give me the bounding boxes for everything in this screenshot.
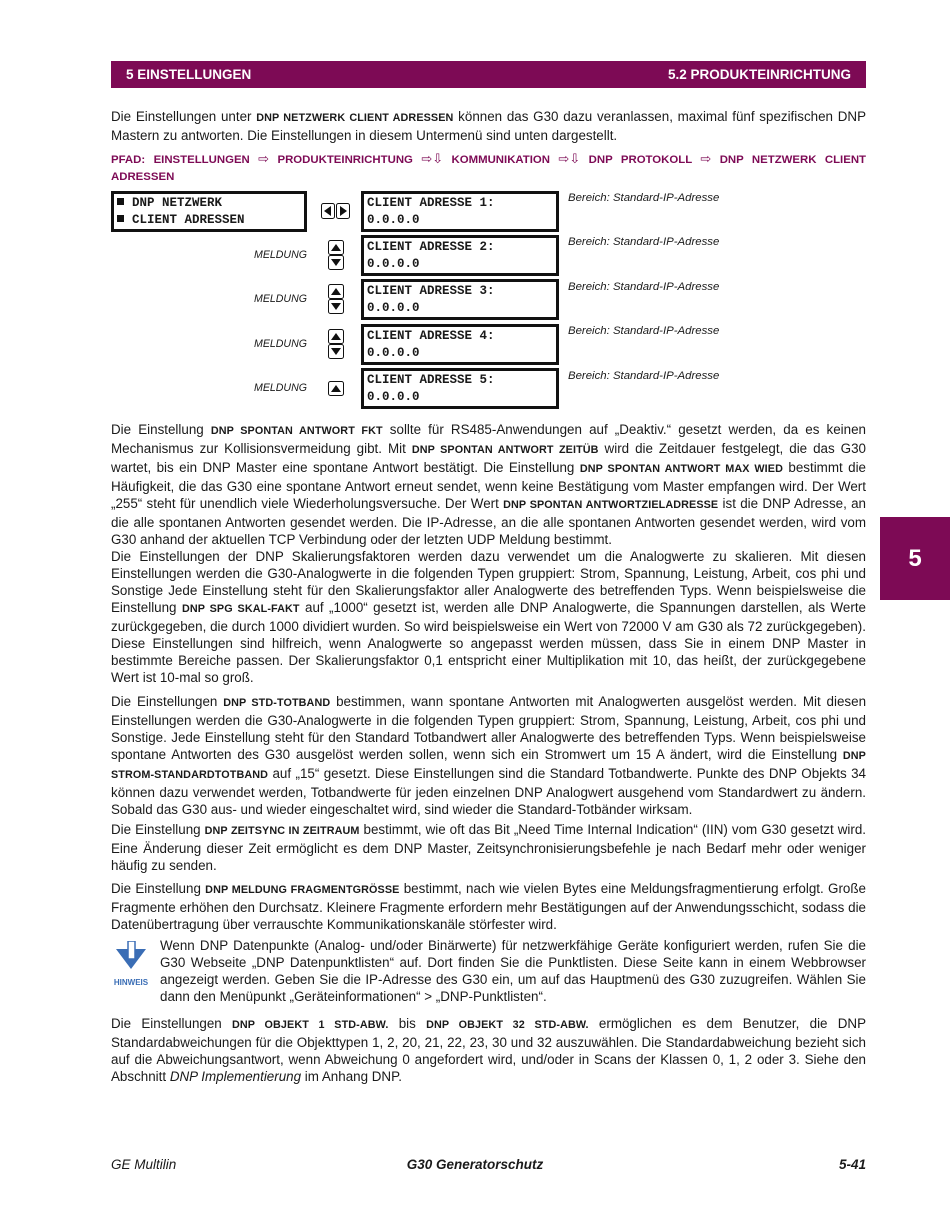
paragraph-zeitsync: Die Einstellung DNP ZEITSYNC IN ZEITRAUM bestimmt, wie oft das Bit „Need Time Internal Indication“ (IIN) vom G30 gesetzt wird. Eine Änderung dieser Zeit ermöglicht es dem DNP Master, Zeitsynchronisierungsbefehle je nach Bedarf mehr oder weniger häufig zu senden. — [111, 822, 866, 873]
meldung-label: MELDUNG — [254, 382, 307, 394]
arrow-right-icon: ⇨ — [700, 151, 712, 166]
paragraph-spontan-antwort: Die Einstellung DNP SPONTAN ANTWORT FKT sollte für RS485-Anwendungen auf „Deaktiv.“ gesetzt werden, da es keinen Mechanismus zur Kollisionsvermeidung gibt. Mit DNP SPONTAN ANTWORT ZEITÜB wird die Zeitdauer festgelegt, die das G30 wartet, bis ein DNP Master eine spontane Antwort bestätigt. Die Einstellung DNP SPONTAN ANTWORT MAX WIED bestimmt die Häufigkeit, die das G30 eine spontane Antwort erneut sendet, wenn keine Bestätigung vom Master empfangen wird. Der Wert „255“ steht für unendlich viele Wiederholungsversuche. Der Wert DNP SPONTAN ANTWORTZIELADRESSE ist die DNP Adresse, an die alle spontanen Antworten gesendet werden. Die IP-Adresse, an die alle spontanen Antworten gesendet werden, wird vom G30 anhand der aktuellen TCP Verbindung oder der letzten UDP Meldung bestimmt. — [111, 422, 866, 547]
up-arrow-icon[interactable] — [328, 381, 344, 396]
left-right-arrows-icon[interactable] — [321, 203, 350, 219]
up-down-arrows-icon[interactable] — [328, 284, 344, 314]
path-label: PFAD: EINSTELLUNGEN — [111, 154, 250, 166]
meldung-label: MELDUNG — [254, 249, 307, 261]
footer-company: GE Multilin — [111, 1157, 177, 1172]
client-address-5-display: CLIENT ADRESSE 5: 0.0.0.0 — [361, 368, 559, 409]
arrow-right-icon: ⇨ — [258, 151, 270, 166]
menu-header-display: DNP NETZWERK CLIENT ADRESSEN — [111, 191, 307, 232]
section-header-bar — [111, 61, 866, 88]
client-address-1-display: CLIENT ADRESSE 1: 0.0.0.0 — [361, 191, 559, 232]
meldung-label: MELDUNG — [254, 338, 307, 350]
paragraph-fragmentgroesse: Die Einstellung DNP MELDUNG FRAGMENTGRÖSSE bestimmt, nach wie vielen Bytes eine Meldungsfragmentierung erfolgt. Große Fragmente erhöhen den Durchsatz. Kleinere Fragmente erfordern mehr Bestätigungen auf der Anwendungsschicht, sodass die Datenübertragung über verrauschte Kommunikationskanäle störfester wird. — [111, 881, 866, 932]
intro-paragraph: Die Einstellungen unter DNP NETZWERK CLIENT ADRESSEN können das G30 dazu veranlassen, maximal fünf spezifischen DNP Mastern zu antworten. Die Einstellungen in diesem Untermenü sind unten dargestellt. — [111, 109, 866, 143]
paragraph-objekt-std-abw: Die Einstellungen DNP OBJEKT 1 STD-ABW. bis DNP OBJEKT 32 STD-ABW. ermöglichen es dem Benutzer, die DNP Standardabweichungen für die Objekttypen 1, 2, 20, 21, 22, 23, 30 und 32 auszuwählen. Die Standardabweichung bezieht sich auf die Abweichungsantwort, wenn Abweichung 0 angefordert wird, und/oder in Scans der Klassen 0, 1, 2 oder 3. Siehe den Abschnitt DNP Implementierung im Anhang DNP. — [111, 1016, 867, 1084]
chapter-title: 5 EINSTELLUNGEN — [126, 67, 252, 82]
footer-product-title: G30 Generatorschutz — [406, 1157, 544, 1172]
meldung-label: MELDUNG — [254, 293, 307, 305]
note-icon — [111, 941, 151, 985]
section-title: 5.2 PRODUKTEINRICHTUNG — [667, 67, 851, 82]
arrow-right-down-icon: ⇨⇩ — [421, 151, 444, 166]
note-icon-label: HINWEIS — [113, 978, 149, 987]
range-label: Bereich: Standard-IP-Adresse — [568, 370, 720, 382]
up-down-arrows-icon[interactable] — [328, 240, 344, 270]
range-label: Bereich: Standard-IP-Adresse — [568, 236, 720, 248]
client-address-2-display: CLIENT ADRESSE 2: 0.0.0.0 — [361, 235, 559, 276]
range-label: Bereich: Standard-IP-Adresse — [568, 192, 720, 204]
client-address-3-display: CLIENT ADRESSE 3: 0.0.0.0 — [361, 279, 559, 320]
paragraph-totband: Die Einstellungen DNP STD-TOTBAND bestimmen, wann spontane Antworten mit Analogwerten ausgelöst werden. Mit diesen Einstellungen werden die G30-Analogwerte in die folgenden Typen gruppiert: Strom, Spannung, Leistung, Arbeit, cos phi und Sonstige. Jede Einstellung steht für den Standard Totbandwert aller Analogwerte des betreffenden Typs. Wenn beispielsweise spontane Antworten des G30 ausgelöst werden sollen, wenn sich ein Stromwert um 15 A ändert, wird die Einstellung DNP STROM-STANDARDTOTBAND auf „15“ gesetzt. Diese Einstellungen sind die Standard Totbandwerte. Punkte des DNP Objekts 34 können dazu verwendet werden, Totbandwerte für jeden einzelnen DNP Analogwert ausgehend vom Standardwert zu ändern. Sobald das G30 aus- und wieder eingeschaltet wird, sind wieder die Standard-Totbänder wirksam. — [111, 694, 867, 817]
chapter-side-tab: 5 — [880, 517, 950, 600]
range-label: Bereich: Standard-IP-Adresse — [568, 281, 720, 293]
footer-page-number: 5-41 — [838, 1157, 866, 1172]
bullet-square-icon — [117, 198, 124, 205]
note-pencil-icon — [111, 941, 151, 973]
up-down-arrows-icon[interactable] — [328, 329, 344, 359]
arrow-right-down-icon: ⇨⇩ — [558, 151, 581, 166]
client-address-4-display: CLIENT ADRESSE 4: 0.0.0.0 — [361, 324, 559, 365]
menu-path: PFAD: EINSTELLUNGEN ⇨ PRODUKTEINRICHTUNG ⇨⇩ KOMMUNIKATION ⇨⇩ DNP PROTOKOLL ⇨ DNP NETZWERK CLIENT ADRESSEN — [111, 151, 866, 183]
range-label: Bereich: Standard-IP-Adresse — [568, 325, 720, 337]
paragraph-skalierungsfaktoren: Die Einstellungen der DNP Skalierungsfaktoren werden dazu verwendet um die Analogwerte zu skalieren. Mit diesen Einstellungen werden die G30-Analogwerte in die folgenden Typen gruppiert: Strom, Spannung, Leistung, Arbeit, cos phi und Sonstige Jede Einstellung steht für den Skalierungsfaktor aller Analogwerte des betreffenden Typs. Wenn beispielsweise die Einstellung DNP SPG SKAL-FAKT auf „1000“ gesetzt ist, werden alle DNP Analogwerte, die Spannungen darstellen, als Werte zurückgegeben, die durch 1000 dividiert wurden. So wird beispielsweise ein Wert von 72000 V am G30 als 72 zurückgegeben). Diese Einstellungen sind hilfreich, wenn Analogwerte so angepasst werden müssen, dass Sie in einem DNP Master in bestimmte Bereiche passen. Der Skalierungsfaktor 0,1 entspricht einer Multiplikation mit 10, das heißt, der zurückgegebene Wert ist 10-mal so groß. — [111, 549, 867, 685]
bullet-square-icon — [117, 215, 124, 222]
note-text: Wenn DNP Datenpunkte (Analog- und/oder Binärwerte) für netzwerkfähige Geräte konfiguriert werden, rufen Sie die G30 Webseite „DNP Datenpunktlisten“ auf. Dort finden Sie die Punktlisten. Diese Seite kann in einem Webbrowser angezeigt werden. Geben Sie die IP-Adresse des G30 ein, um auf das Hauptmenü des G30 zuzugreifen. Wählen Sie dann den Menüpunkt „Geräteinformationen“ > „DNP-Punktlisten“. — [160, 938, 866, 1004]
